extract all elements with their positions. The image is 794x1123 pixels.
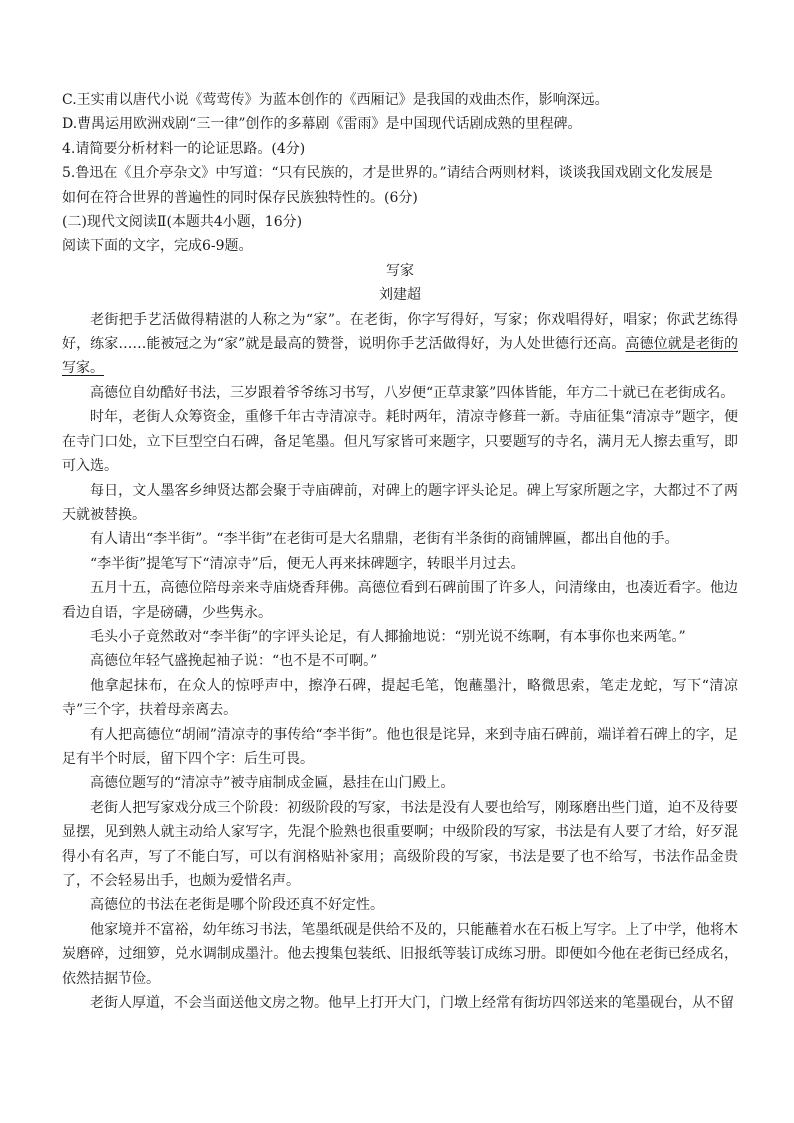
article-paragraph: 每日，文人墨客乡绅贤达都会聚于寺庙碑前，对碑上的题字评头论足。碑上写家所题之字，大都过不了两天就被替换。 [62, 482, 738, 523]
article-title: 写家 [386, 262, 414, 279]
question-4: 4.请简要分析材料一的论证思路。(4分) [62, 140, 306, 157]
article-paragraph: 时年，老街人众筹资金，重修千年古寺清凉寺。耗时两年，清凉寺修葺一新。寺庙征集“清凉寺”题字，便在寺门口处，立下巨型空白石碑，备足笔墨。但凡写家皆可来题字，只要题写的寺名，满月无人擦去重写，即可入选。 [62, 409, 738, 475]
article-author: 刘建超 [379, 287, 421, 304]
underlined-sentence: 高德位就是老街的写家。 [62, 336, 739, 377]
article-paragraph: 有人请出“李半街”。“李半街”在老街可是大名鼎鼎，老街有半条街的商铺牌匾，都出自他的手。 [90, 531, 679, 548]
article-paragraph: 高德位年轻气盛挽起袖子说：“也不是不可啊。” [90, 653, 378, 670]
article-paragraph: 高德位的书法在老街是哪个阶段还真不好定性。 [90, 897, 384, 914]
article-paragraph: 他家境并不富裕，幼年练习书法，笔墨纸砚是供给不及的，只能蘸着水在石板上写字。上了中学，他将木炭磨碎，过细箩，兑水调制成墨汁。他去搜集包装纸、旧报纸等装订成练习册。即便如今他在老街已经成名，依然拮据节俭。 [62, 921, 738, 987]
article-paragraph: 老街人厚道，不会当面送他文房之物。他早上打开大门，门墩上经常有街坊四邻送来的笔墨砚台，从不留 [90, 995, 734, 1012]
section-instruction: 阅读下面的文字，完成6-9题。 [62, 238, 253, 255]
article-paragraph: 他拿起抹布，在众人的惊呼声中，擦净石碑，提起毛笔，饱蘸墨汁，略微思索，笔走龙蛇，写下“清凉寺”三个字，扶着母亲离去。 [62, 677, 738, 719]
document-page [62, 88, 738, 1015]
article-paragraph: 毛头小子竟然敢对“李半街”的字评头论足，有人揶揄地说：“别光说不练啊，有本事你也来两笔。” [90, 628, 686, 645]
article-paragraph: 有人把高德位“胡闹”清凉寺的事传给“李半街”。他也很是诧异，来到寺庙石碑前，端详着石碑上的字，足足有半个时辰，留下四个字：后生可畏。 [62, 726, 738, 767]
article-paragraph: “李半街”提笔写下“清凉寺”后，便无人再来抹碑题字，转眼半月过去。 [90, 555, 525, 572]
question-5-line-1: 5.鲁迅在《且介亭杂文》中写道：“只有民族的，才是世界的。”请结合两则材料，谈谈我国戏剧文化发展是 [62, 165, 713, 182]
article-paragraph: 高德位题写的“清凉寺”被寺庙制成金匾，悬挂在山门殿上。 [90, 775, 455, 792]
article-paragraph: 高德位自幼酷好书法，三岁跟着爷爷练习书写，八岁便“正草隶篆”四体皆能，年方二十就已在老街成名。 [90, 384, 735, 401]
question-5-line-2: 如何在符合世界的普遍性的同时保存民族独特性的。(6分) [62, 189, 418, 206]
option-d: D.曹禺运用欧洲戏剧“三一律”创作的多幕剧《雷雨》是中国现代话剧成熟的里程碑。 [62, 116, 582, 133]
article-paragraph: 老街人把写家戏分成三个阶段：初级阶段的写家，书法是没有人要也给写，刚琢磨出些门道，迫不及待要显摆，见到熟人就主动给人家写字，先混个脸熟也很重要啊；中级阶段的写家，书法是有人要了才给，好歹混得小有名声，写了不能白写，可以有润格贴补家用；高级阶段的写家，书法是要了也不给写，书法作品金贵了，不会轻易出手，也颇为爱惜名声。 [62, 799, 738, 889]
paragraph-text: 老街把手艺活做得精湛的人称之为“家”。在老街，你字写得好，写家；你戏唱得好，唱家；你武艺练得好，练家……能被冠之为“家”就是最高的赞誉，说明你手艺活做得好，为人处世德行还高。 [62, 311, 738, 353]
section-heading: (二)现代文阅读Ⅱ(本题共4小题，16分) [62, 214, 303, 231]
option-c: C.王实甫以唐代小说《莺莺传》为蓝本创作的《西厢记》是我国的戏曲杰作，影响深远。 [62, 92, 609, 108]
article-paragraph: 五月十五，高德位陪母亲来寺庙烧香拜佛。高德位看到石碑前围了许多人，问清缘由，也凑近看字。他边看边自语，字是磅礴，少些隽永。 [62, 580, 738, 621]
article-paragraph [62, 308, 738, 381]
